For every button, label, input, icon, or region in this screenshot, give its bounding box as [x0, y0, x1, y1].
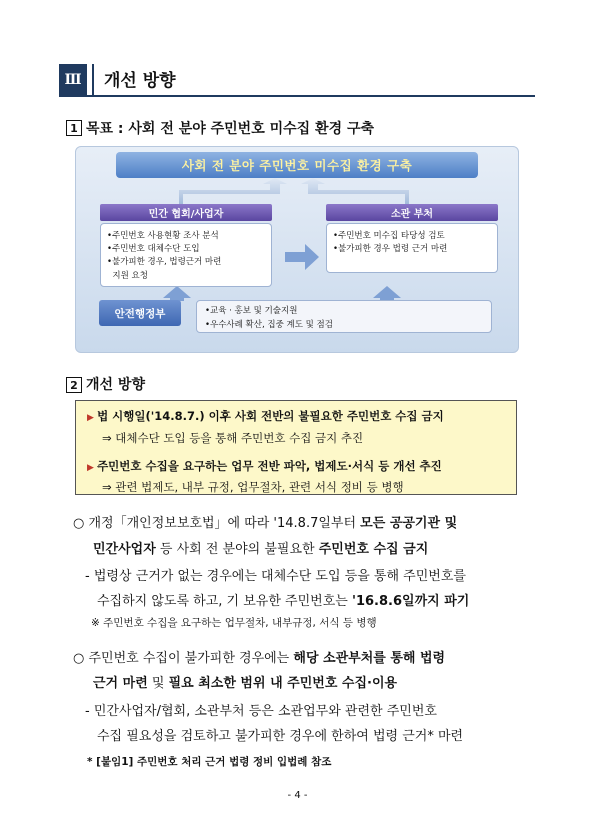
triangle-bullet-icon: ▶	[87, 413, 98, 423]
ministry-item-1: •주민번호 미수집 타당성 검토	[333, 231, 445, 241]
section-divider	[92, 64, 94, 97]
paragraph-1-line-2	[93, 538, 428, 557]
p2-text-b: 및	[147, 676, 169, 691]
paragraph-2-note: * [붙임1] 주민번호 처리 근거 법령 정비 입법례 참조	[87, 756, 332, 768]
support-box	[196, 300, 492, 333]
paragraph-2-line-1	[73, 647, 445, 666]
private-item-1: •주민번호 사용현황 조사 분석	[107, 231, 219, 241]
private-item-3: •불가피한 경우, 법령근거 마련 지원 요청	[107, 257, 222, 281]
summary-item-1-sub: ⇒ 대체수단 도입 등을 통해 주민번호 수집 금지 추진	[102, 431, 364, 445]
triangle-bullet-icon: ▶	[87, 463, 98, 473]
section-number-badge: Ⅲ	[59, 64, 87, 95]
p1-emphasis-b: 민간사업자	[93, 542, 156, 557]
ministry-header: 소관 부처	[326, 204, 498, 221]
left-up-arrow	[179, 178, 287, 204]
summary-item-1-text: 법 시행일('14.8.7.) 이후 사회 전반의 불필요한 주민번호 수집 금지	[97, 409, 444, 423]
paragraph-1-note: ※ 주민번호 수집을 요구하는 업무절차, 내부규정, 서식 등 병행	[91, 617, 377, 629]
summary-item-2	[87, 458, 442, 474]
paragraph-2-dash-1: - 민간사업자/협회, 소관부처 등은 소관업무와 관련한 주민번호	[85, 704, 437, 719]
center-right-arrow	[285, 244, 319, 270]
p1-dash2-text: 수집하지 않도록 하고, 기 보유한 주민번호는	[97, 594, 352, 609]
p2-emphasis-a: 해당 소관부처를 통해 법령	[293, 651, 446, 666]
page-number: - 4 -	[287, 790, 308, 801]
paragraph-1-line-1	[73, 512, 457, 531]
right-support-arrow	[373, 286, 401, 301]
private-sector-box	[100, 223, 272, 287]
p1-emphasis-a: 모든 공공기관 및	[360, 516, 458, 531]
p2-emphasis-b: 근거 마련	[93, 676, 148, 691]
paragraph-1-dash-2	[97, 590, 469, 609]
p2-emphasis-c: 필요 최소한 범위 내 주민번호 수집·이용	[168, 676, 398, 691]
paragraph-1-dash-1: - 법령상 근거가 없는 경우에는 대체수단 도입 등을 통해 주민번호를	[85, 569, 466, 584]
direction-number-box: 2	[66, 377, 82, 393]
p1-emphasis-c: 주민번호 수집 금지	[318, 542, 429, 557]
support-item-1: •교육 · 홍보 및 기술지원	[205, 306, 298, 316]
paragraph-2-line-2	[93, 672, 397, 691]
summary-item-1	[87, 408, 444, 424]
goal-number-box: 1	[66, 120, 82, 136]
goal-heading: 목표 : 사회 전 분야 주민번호 미수집 환경 구축	[86, 121, 375, 137]
support-item-2: •우수사례 확산, 집중 계도 및 점검	[205, 319, 333, 330]
gov-agency-label: 안전행정부	[99, 300, 181, 326]
right-up-arrow	[301, 178, 409, 204]
summary-item-2-text: 주민번호 수집을 요구하는 업무 전반 파악, 법제도·서식 등 개선 추진	[97, 459, 442, 473]
summary-item-2-sub: ⇒ 관련 법제도, 내부 규정, 업무절차, 관련 서식 정비 등 병행	[102, 480, 404, 494]
p2-text-a: ○ 주민번호 수집이 불가피한 경우에는	[73, 651, 294, 666]
diagram-goal-banner: 사회 전 분야 주민번호 미수집 환경 구축	[116, 152, 478, 178]
private-item-2: •주민번호 대체수단 도입	[107, 244, 200, 255]
section-underline	[59, 95, 535, 97]
p1-dash2-emphasis: '16.8.6일까지 파기	[351, 594, 470, 609]
section-title: 개선 방향	[104, 71, 176, 91]
p1-text-a: ○ 개정「개인정보보호법」에 따라 '14.8.7일부터	[73, 516, 361, 531]
ministry-box	[326, 223, 498, 273]
p1-text-b: 등 사회 전 분야의 불필요한	[155, 542, 319, 557]
direction-heading: 개선 방향	[86, 377, 145, 393]
ministry-item-2: •불가피한 경우 법령 근거 마련	[333, 244, 448, 255]
left-support-arrow	[163, 286, 191, 301]
paragraph-2-dash-2: 수집 필요성을 검토하고 불가피한 경우에 한하여 법령 근거* 마련	[97, 729, 464, 744]
private-sector-header: 민간 협회/사업자	[100, 204, 272, 221]
